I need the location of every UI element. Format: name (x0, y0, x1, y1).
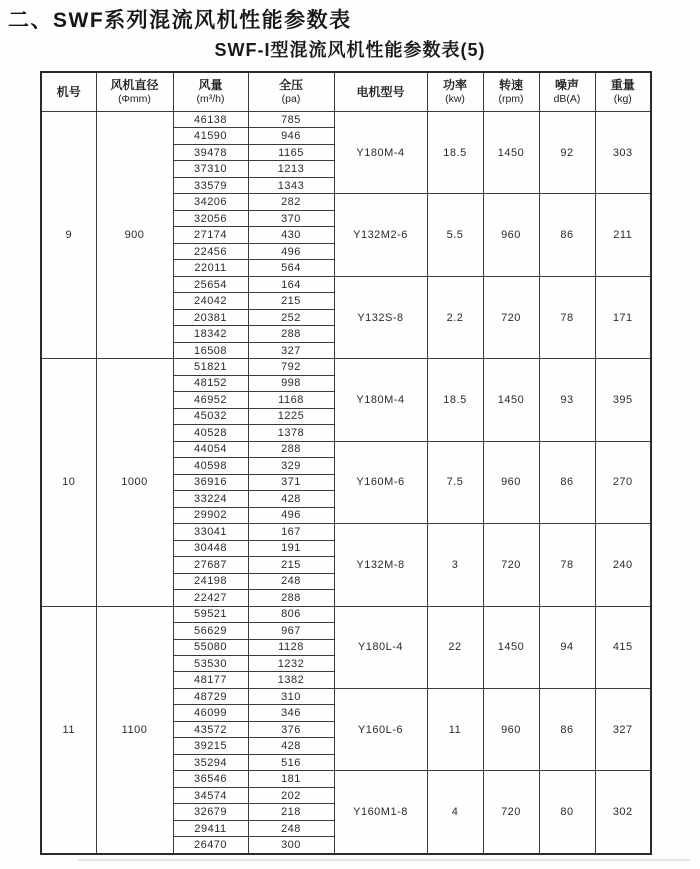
table-body (41, 112, 651, 855)
table-row (41, 606, 651, 622)
noise-cell: 92 (539, 112, 595, 194)
airflow-cell: 36546 (173, 771, 248, 787)
weight-cell: 395 (595, 359, 651, 441)
noise-cell: 80 (539, 771, 595, 854)
pressure-cell: 288 (248, 590, 334, 606)
weight-cell: 415 (595, 606, 651, 688)
pressure-cell: 218 (248, 804, 334, 820)
airflow-cell: 34206 (173, 194, 248, 210)
weight-cell: 302 (595, 771, 651, 854)
pressure-cell: 564 (248, 260, 334, 276)
airflow-cell: 48152 (173, 375, 248, 391)
airflow-cell: 22011 (173, 260, 248, 276)
airflow-cell: 48177 (173, 672, 248, 688)
pressure-cell: 496 (248, 243, 334, 259)
table-title: SWF-I型混流风机性能参数表(5) (214, 40, 486, 60)
table-row (41, 112, 651, 128)
pressure-cell: 248 (248, 573, 334, 589)
airflow-cell: 33224 (173, 491, 248, 507)
power-cell: 5.5 (427, 194, 483, 276)
airflow-cell: 33579 (173, 177, 248, 193)
weight-cell: 327 (595, 688, 651, 770)
speed-cell: 720 (483, 276, 539, 358)
airflow-cell: 24198 (173, 573, 248, 589)
motor-model-cell: Y132M2-6 (334, 194, 427, 276)
airflow-cell: 46952 (173, 392, 248, 408)
scan-artifact-line (78, 859, 690, 861)
pressure-cell: 946 (248, 128, 334, 144)
pressure-cell: 370 (248, 210, 334, 226)
pressure-cell: 167 (248, 524, 334, 540)
airflow-cell: 22427 (173, 590, 248, 606)
pressure-cell: 1343 (248, 177, 334, 193)
airflow-cell: 45032 (173, 408, 248, 424)
pressure-cell: 496 (248, 507, 334, 523)
col-header-pressure: 全压 (pa) (248, 72, 334, 112)
pressure-cell: 282 (248, 194, 334, 210)
airflow-cell: 46138 (173, 112, 248, 128)
airflow-cell: 46099 (173, 705, 248, 721)
pressure-cell: 1232 (248, 655, 334, 671)
pressure-cell: 215 (248, 557, 334, 573)
airflow-cell: 16508 (173, 342, 248, 358)
speed-cell: 960 (483, 688, 539, 770)
weight-cell: 240 (595, 524, 651, 606)
airflow-cell: 18342 (173, 326, 248, 342)
airflow-cell: 35294 (173, 754, 248, 770)
power-cell: 18.5 (427, 359, 483, 441)
motor-model-cell: Y180M-4 (334, 112, 427, 194)
header-row (41, 72, 651, 112)
noise-cell: 86 (539, 441, 595, 523)
airflow-cell: 26470 (173, 837, 248, 854)
pressure-cell: 785 (248, 112, 334, 128)
diameter-cell: 1000 (96, 359, 173, 606)
speed-cell: 720 (483, 524, 539, 606)
pressure-cell: 288 (248, 326, 334, 342)
pressure-cell: 1213 (248, 161, 334, 177)
motor-model-cell: Y160M-6 (334, 441, 427, 523)
pressure-cell: 1378 (248, 425, 334, 441)
airflow-cell: 39215 (173, 738, 248, 754)
pressure-cell: 1168 (248, 392, 334, 408)
pressure-cell: 967 (248, 623, 334, 639)
noise-cell: 94 (539, 606, 595, 688)
noise-cell: 78 (539, 524, 595, 606)
pressure-cell: 329 (248, 458, 334, 474)
airflow-cell: 22456 (173, 243, 248, 259)
weight-cell: 303 (595, 112, 651, 194)
airflow-cell: 24042 (173, 293, 248, 309)
weight-cell: 171 (595, 276, 651, 358)
pressure-cell: 202 (248, 787, 334, 803)
speed-cell: 960 (483, 194, 539, 276)
pressure-cell: 310 (248, 688, 334, 704)
speed-cell: 1450 (483, 112, 539, 194)
motor-model-cell: Y160M1-8 (334, 771, 427, 854)
power-cell: 2.2 (427, 276, 483, 358)
power-cell: 4 (427, 771, 483, 854)
airflow-cell: 55080 (173, 639, 248, 655)
power-cell: 18.5 (427, 112, 483, 194)
airflow-cell: 37310 (173, 161, 248, 177)
airflow-cell: 32679 (173, 804, 248, 820)
airflow-cell: 32056 (173, 210, 248, 226)
pressure-cell: 164 (248, 276, 334, 292)
pressure-cell: 428 (248, 491, 334, 507)
power-cell: 3 (427, 524, 483, 606)
table-header (41, 72, 651, 112)
col-header-motor-model: 电机型号 (334, 72, 427, 112)
airflow-cell: 43572 (173, 721, 248, 737)
diameter-cell: 900 (96, 112, 173, 359)
pressure-cell: 1225 (248, 408, 334, 424)
airflow-cell: 56629 (173, 623, 248, 639)
airflow-cell: 51821 (173, 359, 248, 375)
pressure-cell: 191 (248, 540, 334, 556)
pressure-cell: 181 (248, 771, 334, 787)
airflow-cell: 36916 (173, 474, 248, 490)
noise-cell: 78 (539, 276, 595, 358)
speed-cell: 1450 (483, 606, 539, 688)
airflow-cell: 53530 (173, 655, 248, 671)
pressure-cell: 430 (248, 227, 334, 243)
airflow-cell: 40598 (173, 458, 248, 474)
power-cell: 7.5 (427, 441, 483, 523)
motor-model-cell: Y132M-8 (334, 524, 427, 606)
airflow-cell: 33041 (173, 524, 248, 540)
machine-no-cell: 9 (41, 112, 96, 359)
weight-cell: 270 (595, 441, 651, 523)
speed-cell: 720 (483, 771, 539, 854)
airflow-cell: 29902 (173, 507, 248, 523)
motor-model-cell: Y180M-4 (334, 359, 427, 441)
pressure-cell: 792 (248, 359, 334, 375)
pressure-cell: 215 (248, 293, 334, 309)
machine-no-cell: 11 (41, 606, 96, 854)
airflow-cell: 44054 (173, 441, 248, 457)
pressure-cell: 1128 (248, 639, 334, 655)
noise-cell: 86 (539, 688, 595, 770)
airflow-cell: 27687 (173, 557, 248, 573)
pressure-cell: 516 (248, 754, 334, 770)
power-cell: 11 (427, 688, 483, 770)
pressure-cell: 252 (248, 309, 334, 325)
motor-model-cell: Y160L-6 (334, 688, 427, 770)
pressure-cell: 376 (248, 721, 334, 737)
machine-no-cell: 10 (41, 359, 96, 606)
noise-cell: 86 (539, 194, 595, 276)
col-header-power: 功率 (kw) (427, 72, 483, 112)
airflow-cell: 41590 (173, 128, 248, 144)
pressure-cell: 1382 (248, 672, 334, 688)
speed-cell: 960 (483, 441, 539, 523)
speed-cell: 1450 (483, 359, 539, 441)
airflow-cell: 20381 (173, 309, 248, 325)
pressure-cell: 371 (248, 474, 334, 490)
airflow-cell: 30448 (173, 540, 248, 556)
fan-performance-table (40, 71, 652, 855)
airflow-cell: 48729 (173, 688, 248, 704)
power-cell: 22 (427, 606, 483, 688)
pressure-cell: 327 (248, 342, 334, 358)
motor-model-cell: Y180L-4 (334, 606, 427, 688)
airflow-cell: 27174 (173, 227, 248, 243)
weight-cell: 211 (595, 194, 651, 276)
col-header-speed: 转速 (rpm) (483, 72, 539, 112)
col-header-machine-no: 机号 (41, 72, 96, 112)
pressure-cell: 300 (248, 837, 334, 854)
airflow-cell: 25654 (173, 276, 248, 292)
pressure-cell: 1165 (248, 144, 334, 160)
pressure-cell: 288 (248, 441, 334, 457)
pressure-cell: 806 (248, 606, 334, 622)
noise-cell: 93 (539, 359, 595, 441)
airflow-cell: 39478 (173, 144, 248, 160)
motor-model-cell: Y132S-8 (334, 276, 427, 358)
col-header-airflow: 风量 (m³/h) (173, 72, 248, 112)
pressure-cell: 998 (248, 375, 334, 391)
section-title: 二、SWF系列混流风机性能参数表 (8, 9, 352, 32)
pressure-cell: 346 (248, 705, 334, 721)
col-header-weight: 重量 (kg) (595, 72, 651, 112)
airflow-cell: 59521 (173, 606, 248, 622)
pressure-cell: 248 (248, 820, 334, 836)
airflow-cell: 29411 (173, 820, 248, 836)
pressure-cell: 428 (248, 738, 334, 754)
airflow-cell: 40528 (173, 425, 248, 441)
col-header-noise: 噪声 dB(A) (539, 72, 595, 112)
airflow-cell: 34574 (173, 787, 248, 803)
diameter-cell: 1100 (96, 606, 173, 854)
col-header-diameter: 风机直径 (Φmm) (96, 72, 173, 112)
table-row (41, 359, 651, 375)
